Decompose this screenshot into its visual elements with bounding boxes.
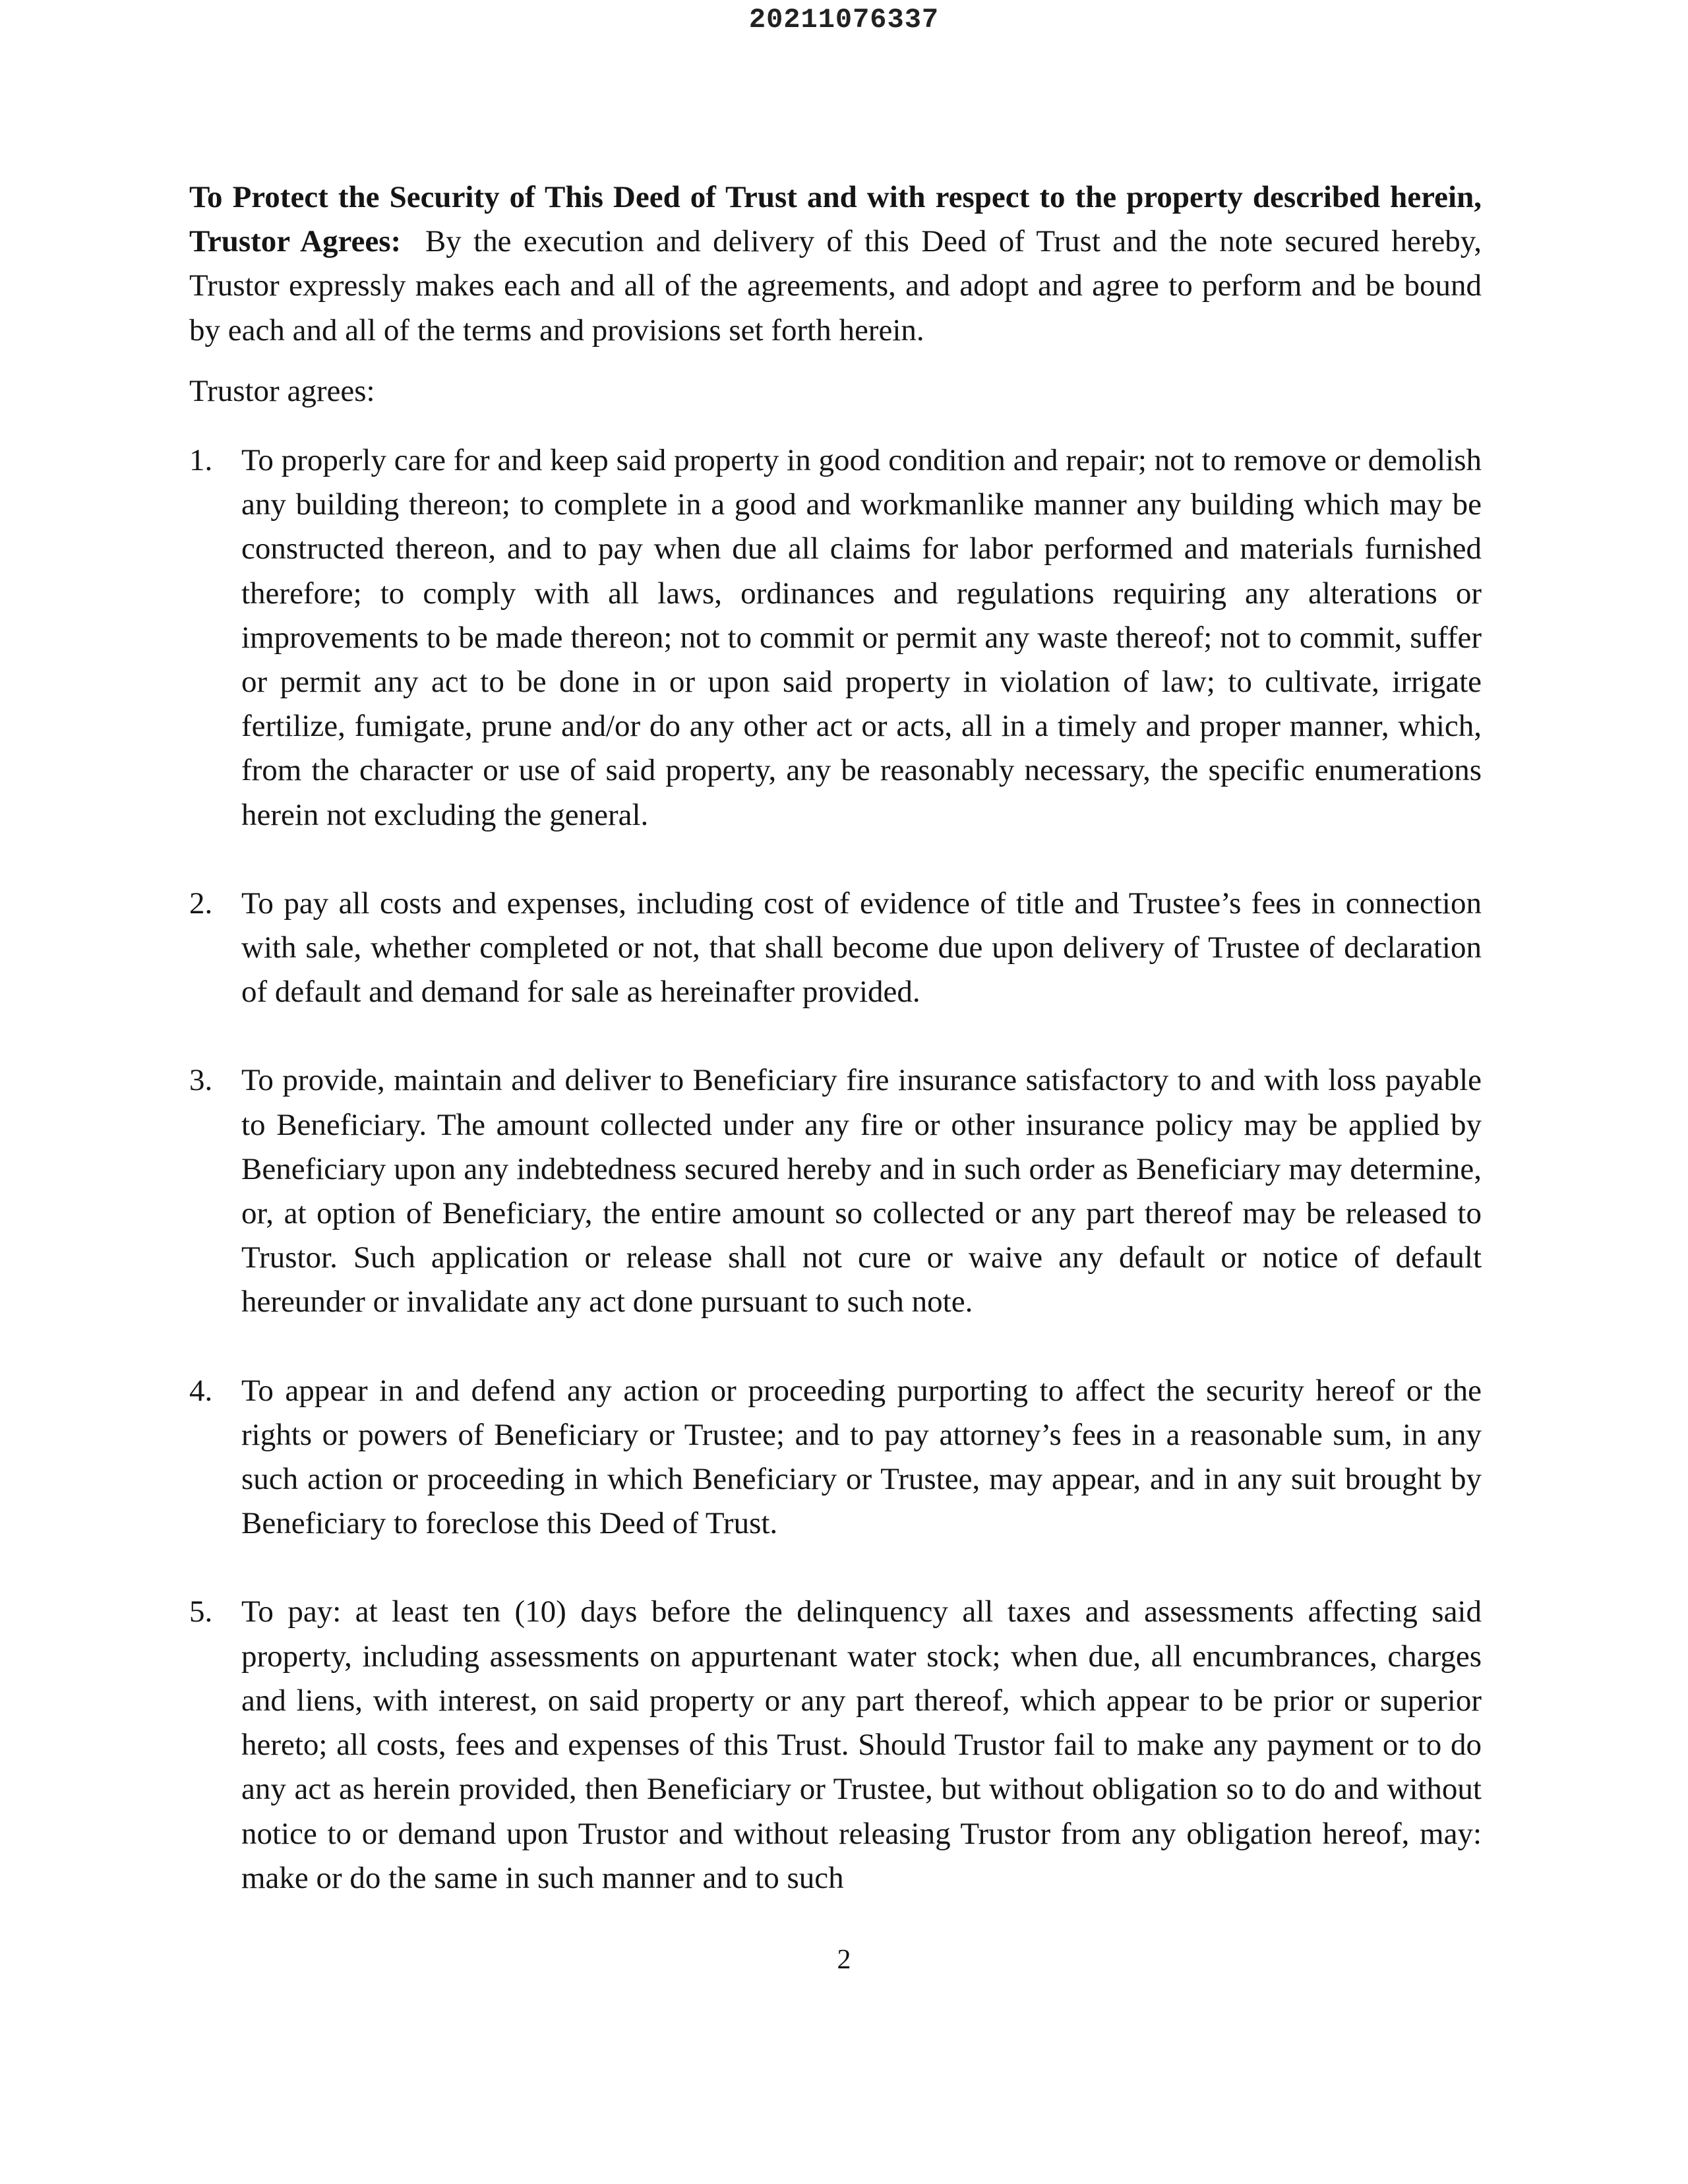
clause-text: To pay all costs and expenses, including cost of evidence of title and Trustee’s fees in connection with sale, whether completed or not, that shall become due upon delivery of Trustee of declaration of default and demand for sale as hereinafter provided.: [241, 886, 1482, 1010]
clause-text: To appear in and defend any action or proceeding purporting to affect the security hereof or the rights or powers of Beneficiary or Trustee; and to pay attorney’s fees in a reasonable sum, in any such action or proceeding in which Beneficiary or Trustee, may appear, and in any suit brought by Beneficiary to foreclose this Deed of Trust.: [241, 1373, 1482, 1541]
clause-item: [189, 1369, 1482, 1546]
document-body: [189, 175, 1482, 1945]
clause-number: 1.: [189, 443, 213, 478]
clause-text: To provide, maintain and deliver to Beneficiary fire insurance satisfactory to and with loss payable to Beneficiary. The amount collected under any fire or other insurance policy may be applied by Beneficiary upon any indebtedness secured hereby and in such order as Beneficiary may determine, or, at option of Beneficiary, the entire amount so collected or any part thereof may be released to Trustor. Such application or release shall not cure or waive any default or notice of default hereunder or invalidate any act done pursuant to such note.: [241, 1063, 1482, 1320]
clause-item: [189, 439, 1482, 837]
clause-text: To pay: at least ten (10) days before the delinquency all taxes and assessments affecting said property, including assessments on appurtenant water stock; when due, all encumbrances, charges and liens, with interest, on said property or any part thereof, which appear to be prior or superior hereto; all costs, fees and expenses of this Trust. Should Trustor fail to make any payment or to do any act as herein provided, then Beneficiary or Trustee, but without obligation so to do and without notice to or demand upon Trustor and without releasing Trustor from any obligation hereof, may: make or do the same in such manner and to such: [241, 1594, 1482, 1895]
clause-number: 3.: [189, 1063, 213, 1098]
clause-item: [189, 1058, 1482, 1324]
document-number: 20211076337: [748, 4, 940, 36]
trustor-agrees-label: Trustor agrees:: [189, 373, 375, 408]
clause-number: 4.: [189, 1373, 213, 1408]
intro-paragraph: [189, 175, 1482, 353]
clause-text: To properly care for and keep said property in good condition and repair; not to remove or demolish any building thereon; to complete in a good and workmanlike manner any building which may be constructed thereon, and to pay when due all claims for labor performed and materials furnished therefore; to comply with all laws, ordinances and regulations requiring any alterations or improvements to be made thereon; not to commit or permit any waste thereof; not to commit, suffer or permit any act to be done in or upon said property in violation of law; to cultivate, irrigate fertilize, fumigate, prune and/or do any other act or acts, all in a timely and proper manner, which, from the character or use of said property, any be reasonably necessary, the specific enumerations herein not excluding the general.: [241, 443, 1482, 832]
intro-text: By the execution and delivery of this Deed of Trust and the note secured hereby, Trustor expressly makes each and all of the agreements, and adopt and agree to perform and be bound by each and all of the terms and provisions set forth herein.: [189, 224, 1482, 348]
page-number: 2: [837, 1945, 851, 1975]
clause-item: [189, 1590, 1482, 1900]
intro-bold-lead: To Protect the Security of This Deed of Trust and with respect to the property described herein, Trustor Agrees:: [189, 180, 1482, 259]
clause-list: [189, 439, 1482, 1900]
clause-number: 2.: [189, 886, 213, 921]
clause-item: [189, 882, 1482, 1015]
clause-number: 5.: [189, 1594, 213, 1629]
